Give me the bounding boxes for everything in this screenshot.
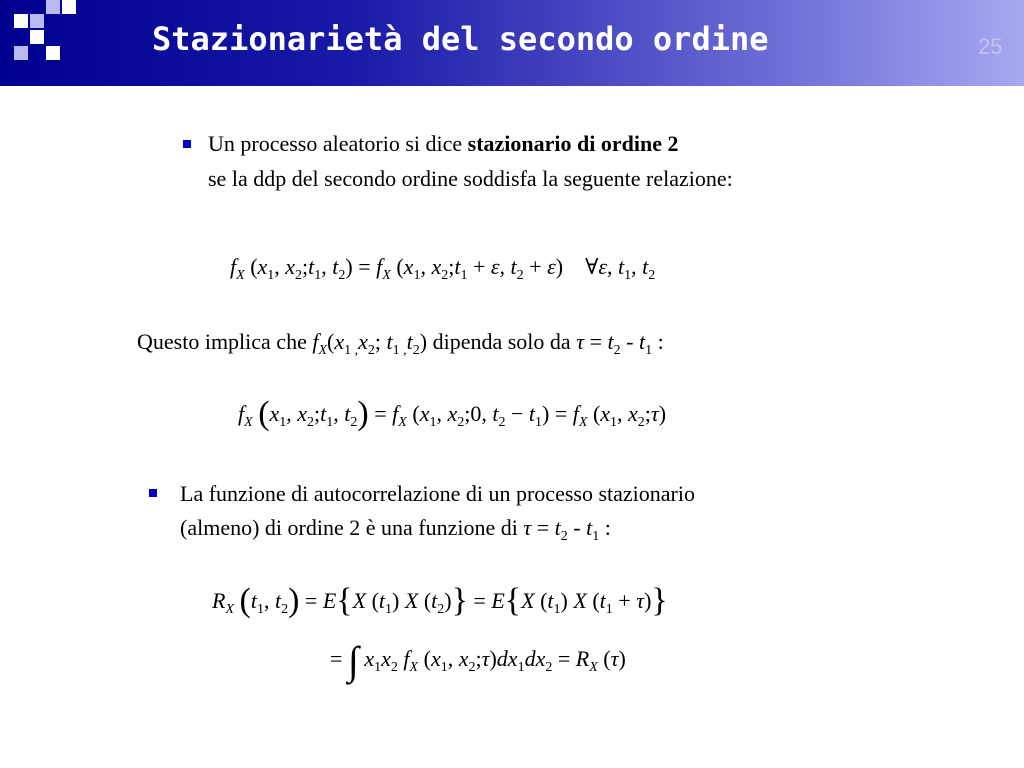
bullet-marker-2 (149, 489, 157, 497)
equation-4: = ∫ $x_1x_2$ $f_X$ ($x_1$, $x_2;\tau)dx_1dx_2 = R_X$ (τ) (330, 638, 626, 683)
bullet1-text-pre: Un processo aleatorio si dice (208, 131, 468, 156)
implication-pre: Questo implica che (137, 329, 313, 354)
equation-2: $f_X$ ($x_1$, $x_2;t_1$, $t_2) = f_X$ ($x_1$, $x_2;0$, $t_2 - t_1) = f_X$ ($x_1$, $x_2;\tau$) (238, 395, 667, 432)
bullet1-line1 (208, 133, 678, 155)
bullet-marker-1 (183, 140, 191, 148)
equation-3: $R_X$ ($t_1$, $t_2) = E\{X$ $(t_1)$ X $(t_2)\} = E\{X$ $(t_1)$ X $(t_1 + \tau)$} (212, 582, 668, 619)
bullet1-line2: se la ddp del secondo ordine soddisfa la seguente relazione: (208, 166, 733, 191)
bullet2-line1: La funzione di autocorrelazione di un processo stazionario (180, 481, 695, 506)
bullet2-line2-text: (almeno) di ordine 2 è una funzione di (180, 515, 524, 540)
logo-squares-icon (0, 0, 80, 86)
slide-title: Stazionarietà del secondo ordine (152, 20, 769, 58)
title-bar (0, 0, 1024, 86)
implication-line: Questo implica che $f_X(x_{1 ,}x_2$; $t_{1 ,}t_2$) dipenda solo da $\tau = t_2 - t_1$ : (137, 329, 664, 358)
bullet2-line2: (almeno) di ordine 2 è una funzione di $\tau = t_2 - t_1$ : (180, 515, 611, 544)
page-number: 25 (978, 34, 1003, 59)
equation-1: $f_X$ ($x_1$, $x_2;t_1$, $t_2) = f_X$ ($x_1$, $x_2;t_1 + \varepsilon$, $t_2 + \varepsilon$) ∀ε, $t_1$, $t_2$ (230, 254, 656, 283)
bullet1-text-bold: stazionario di ordine 2 (467, 131, 679, 156)
implication-mid: dipenda solo da (427, 329, 577, 354)
